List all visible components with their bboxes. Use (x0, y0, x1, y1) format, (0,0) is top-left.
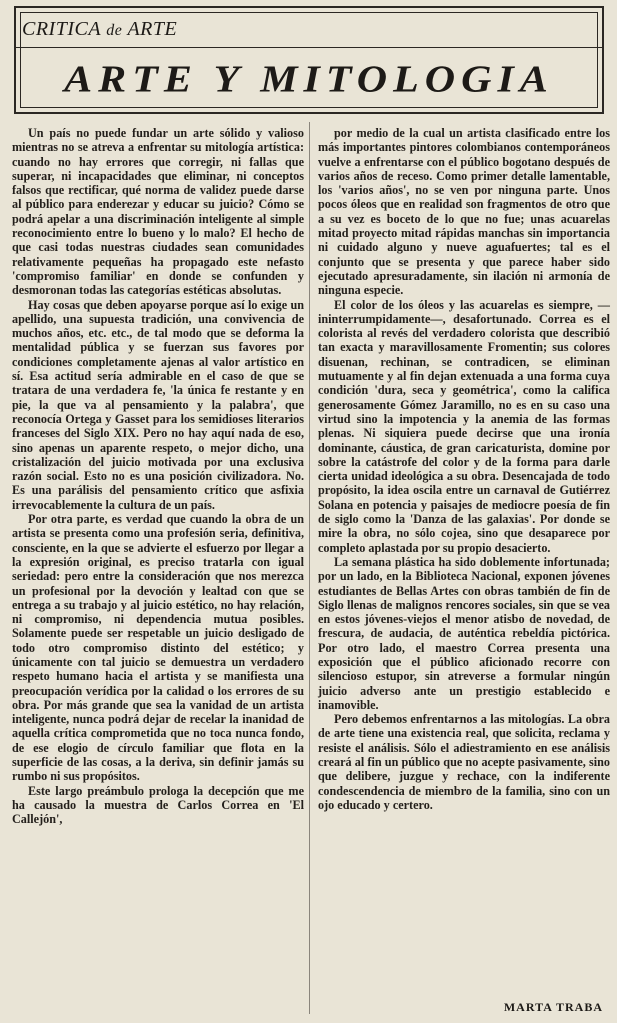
paragraph: La semana plástica ha sido doblemente infortunada; por un lado, en la Biblioteca Nacional, exponen jóvenes estudiantes de Bellas Artes con obras también de fin de Siglo llenas de malignos rencores sociales, sin que se vea en estos jóvenes-viejos el menor atisbo de novedad, de frescura, de audacia, de auténtica rebeldía pictórica. Por otro lado, el maestro Correa presenta una exposición que el público aficionado recorre con silencioso estupor, sin atreverse a formular ningún juicio adverso ante un prestigio establecido e inamovible. (318, 554, 610, 712)
column-divider (309, 122, 310, 1014)
section-label-critica: CRITICA (22, 18, 101, 40)
paragraph: Pero debemos enfrentarnos a las mitologías. La obra de arte tiene una existencia real, que solicita, reclama y resiste el análisis. Sólo el adiestramiento en ese análisis creará al fin un público que no acepte pasivamente, sino que delibere, juzgue y rechace, con la indiferente condescendencia de miembro de la familia, sino con un ojo educado y certero. (318, 712, 610, 812)
paragraph: por medio de la cual un artista clasificado entre los más importantes pintores colombianos contemporáneos vuelve a enfrentarse con el público bogotano después de varios años de receso. Como primer detalle lamentable, los 'varios años', no se ven por ninguna parte. Unos pocos óleos que en realidad son fragmentos de otro que a su vez es boceto de lo que no fue; unas acuarelas mitad proyecto mitad rápidas manchas sin importancia ni cuidado alguno y nueve aguafuertes; tal es el conjunto que se presenta y que parece haber sido ejecutado apresuradamente, sin ilación ni armonía de ninguna especie. (318, 126, 610, 298)
paragraph: Hay cosas que deben apoyarse porque así lo exige un apellido, una supuesta tradición, una convivencia de muchos años, etc. etc., de tal modo que se deforma la mentalidad pública y se fuerzan sus favores por condiciones completamente ajenas al valor artístico en sí. Esa actitud sería admirable en el caso de que se tratara de una verdadera fe, 'la única fe restante y en pie, la que va al pensamiento y la palabra', que reconocía Ortega y Gasset para los semidioses literarios franceses del Siglo XIX. Pero no hay aquí nada de eso, sino apenas un aparente respeto, o mejor dicho, una cristalización del juicio motivada por una exclusiva razón social. Esto no es una posición civilizadora. No. Es una parálisis del pensamiento crítico que asfixia irrevocablemente la cultura de un país. (12, 297, 304, 512)
section-label-arte: ARTE (127, 18, 178, 40)
paragraph: El color de los óleos y las acuarelas es siempre, —ininterrumpidamente—, desafortunado. Correa es el colorista al revés del verdadero colorista que describió tan exacta y maravillosamente Fromentin; sus colores disuenan, rechinan, se contradicen, se eliminan mutuamente y al fin dejan extenuada a una forma cuya condición 'dura, seca y geométrica', como la califica generosamente Gómez Jaramillo, no es en su caso una virtud sino la impotencia y la anemia de las formas plenas. Ni siquiera puede decirse que una ironía dominante, cáustica, de gran caricaturista, domine por sobre la catástrofe del color y de la forma para darle cierta unidad ideológica a su obra. Desencajada de todo propósito, la idea oscila entre un carnaval de Gutiérrez Solana en potencia y paisajes de mediocre poesía de fin de siglo como la 'Danza de las galaxias'. Por donde se mire la obra, no sólo cojea, sino que desaparece por completo aplastada por su propio desacierto. (318, 297, 610, 555)
article-column-left (12, 126, 304, 827)
article-column-right (318, 126, 610, 812)
section-rule (14, 47, 604, 48)
author-byline: MARTA TRABA (503, 1000, 603, 1014)
section-label (22, 18, 177, 41)
section-label-de: de (106, 22, 123, 39)
headline: ARTE Y MITOLOGIA (64, 59, 554, 101)
paragraph: Por otra parte, es verdad que cuando la obra de un artista se presenta como una profesión seria, definitiva, consciente, en la que se advierte el esfuerzo por llegar a la expresión original, es preciso tratarla con igual seriedad: pero entre la consideración que nos merezca un profesional por la devoción y lealtad con que se entrega a su trabajo y al juicio estético, no hay relación, ni compromiso, ni dependencia mutua posibles. Solamente puede ser respetable un juicio desligado de todo otro compromiso distinto del estético; y únicamente con tal juicio se demuestra un verdadero respeto humano hacia el artista y se manifiesta una preocupación verídica por la calidad o los errores de su obra. Por más grande que sea la vanidad de un artista inteligente, nunca podrá dejar de recelar la inanidad de aquella crítica comprometida que no toca nunca fondo, de ese elogio de círculo familiar que flota en la superficie de las cosas, a la deriva, sin definir jamás su rumbo ni sus propósitos. (12, 512, 304, 784)
paragraph: Este largo preámbulo prologa la decepción que me ha causado la muestra de Carlos Correa en 'El Callejón', (12, 783, 304, 827)
paragraph: Un país no puede fundar un arte sólido y valioso mientras no se atreva a enfrentar su mitología artística: cuando no hay errores que corregir, ni fallas que superar, ni incapacidades que eliminar, ni conceptos falsos que rectificar, qué norma de validez puede darse al público para enderezar y educar su juicio? Cómo se podrá apelar a una discriminación inteligente al simple reconocimiento entre lo bueno y lo malo? El hecho de que casi todas nuestras ciudades sean comunidades relativamente pequeñas ha propagado este nefasto 'compromiso familiar' en donde se confunden y desmoronan todas las categorías estéticas absolutas. (12, 126, 304, 298)
